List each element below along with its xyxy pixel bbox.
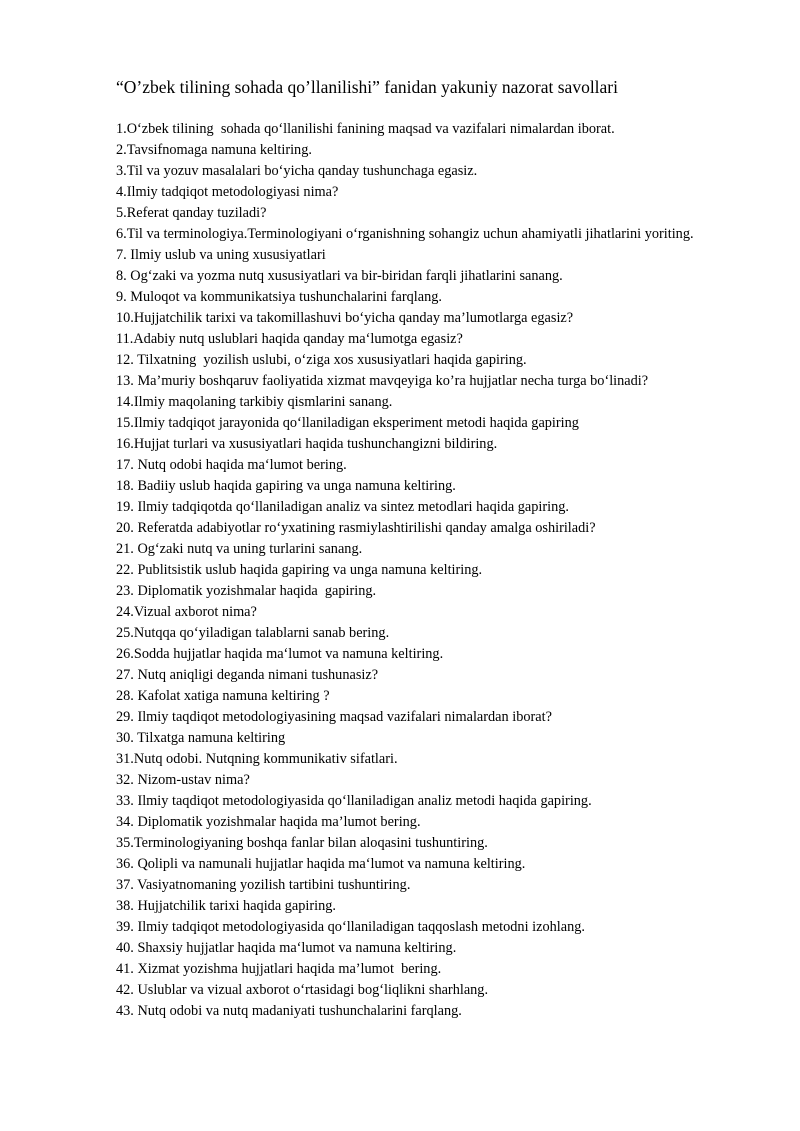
question-item: 42. Uslublar va vizual axborot o‘rtasidagi bog‘liqlikni sharhlang. [116, 982, 489, 998]
question-item: 21. Og‘zaki nutq va uning turlarini sanang. [116, 541, 363, 557]
question-item: 28. Kafolat xatiga namuna keltiring ? [116, 688, 330, 704]
question-item: 9. Muloqot va kommunikatsiya tushunchalarini farqlang. [116, 289, 442, 305]
question-item: 5.Referat qanday tuziladi? [116, 205, 267, 221]
question-item: 43. Nutq odobi va nutq madaniyati tushunchalarini farqlang. [116, 1003, 462, 1019]
question-item: 33. Ilmiy taqdiqot metodologiyasida qo‘llaniladigan analiz metodi haqida gapiring. [116, 793, 592, 809]
question-item: 32. Nizom-ustav nima? [116, 772, 250, 788]
question-item: 40. Shaxsiy hujjatlar haqida ma‘lumot va namuna keltiring. [116, 940, 457, 956]
question-item: 22. Publitsistik uslub haqida gapiring va unga namuna keltiring. [116, 562, 483, 578]
question-item: 10.Hujjatchilik tarixi va takomillashuvi bo‘yicha qanday ma’lumotlarga egasiz? [116, 310, 574, 326]
question-item: 39. Ilmiy tadqiqot metodologiyasida qo‘llaniladigan taqqoslash metodni izohlang. [116, 919, 585, 935]
question-item: 24.Vizual axborot nima? [116, 604, 257, 620]
document-title: “O’zbek tilining sohada qo’llanilishi” fanidan yakuniy nazorat savollari [116, 77, 618, 97]
question-item: 36. Qolipli va namunali hujjatlar haqida ma‘lumot va namuna keltiring. [116, 856, 526, 872]
question-item: 6.Til va terminologiya.Terminologiyani o‘rganishning sohangiz uchun ahamiyatli jihatlarini yoriting. [116, 226, 694, 242]
question-item: 19. Ilmiy tadqiqotda qo‘llaniladigan analiz va sintez metodlari haqida gapiring. [116, 499, 569, 515]
question-item: 3.Til va yozuv masalalari bo‘yicha qanday tushunchaga egasiz. [116, 163, 478, 179]
question-item: 2.Tavsifnomaga namuna keltiring. [116, 142, 312, 158]
question-item: 7. Ilmiy uslub va uning xususiyatlari [116, 247, 326, 263]
question-item: 25.Nutqqa qo‘yiladigan talablarni sanab bering. [116, 625, 390, 641]
question-item: 8. Og‘zaki va yozma nutq xususiyatlari va bir-biridan farqli jihatlarini sanang. [116, 268, 563, 284]
question-item: 15.Ilmiy tadqiqot jarayonida qo‘llaniladigan eksperiment metodi haqida gapiring [116, 415, 579, 431]
question-item: 17. Nutq odobi haqida ma‘lumot bering. [116, 457, 347, 473]
question-item: 26.Sodda hujjatlar haqida ma‘lumot va namuna keltiring. [116, 646, 444, 662]
question-item: 14.Ilmiy maqolaning tarkibiy qismlarini sanang. [116, 394, 393, 410]
question-item: 41. Xizmat yozishma hujjatlari haqida ma’lumot bering. [116, 961, 442, 977]
question-item: 20. Referatda adabiyotlar ro‘yxatining rasmiylashtirilishi qanday amalga oshiriladi? [116, 520, 596, 536]
question-item: 30. Tilxatga namuna keltiring [116, 730, 286, 746]
question-item: 34. Diplomatik yozishmalar haqida ma’lumot bering. [116, 814, 421, 830]
question-item: 1.O‘zbek tilining sohada qo‘llanilishi fanining maqsad va vazifalari nimalardan iborat. [116, 121, 615, 137]
question-item: 38. Hujjatchilik tarixi haqida gapiring. [116, 898, 336, 914]
question-item: 18. Badiiy uslub haqida gapiring va unga namuna keltiring. [116, 478, 456, 494]
question-item: 16.Hujjat turlari va xususiyatlari haqida tushunchangizni bildiring. [116, 436, 498, 452]
question-list [116, 119, 726, 1022]
question-item: 12. Tilxatning yozilish uslubi, o‘ziga xos xususiyatlari haqida gapiring. [116, 352, 527, 368]
question-item: 35.Terminologiyaning boshqa fanlar bilan aloqasini tushuntiring. [116, 835, 488, 851]
question-item: 11.Adabiy nutq uslublari haqida qanday ma‘lumotga egasiz? [116, 331, 463, 347]
question-item: 31.Nutq odobi. Nutqning kommunikativ sifatlari. [116, 751, 398, 767]
question-item: 37. Vasiyatnomaning yozilish tartibini tushuntiring. [116, 877, 411, 893]
question-item: 29. Ilmiy taqdiqot metodologiyasining maqsad vazifalari nimalardan iborat? [116, 709, 552, 725]
question-item: 23. Diplomatik yozishmalar haqida gapiring. [116, 583, 377, 599]
question-item: 27. Nutq aniqligi deganda nimani tushunasiz? [116, 667, 379, 683]
question-item: 4.Ilmiy tadqiqot metodologiyasi nima? [116, 184, 339, 200]
question-item: 13. Ma’muriy boshqaruv faoliyatida xizmat mavqeyiga ko’ra hujjatlar necha turga bo‘linadi? [116, 373, 649, 389]
